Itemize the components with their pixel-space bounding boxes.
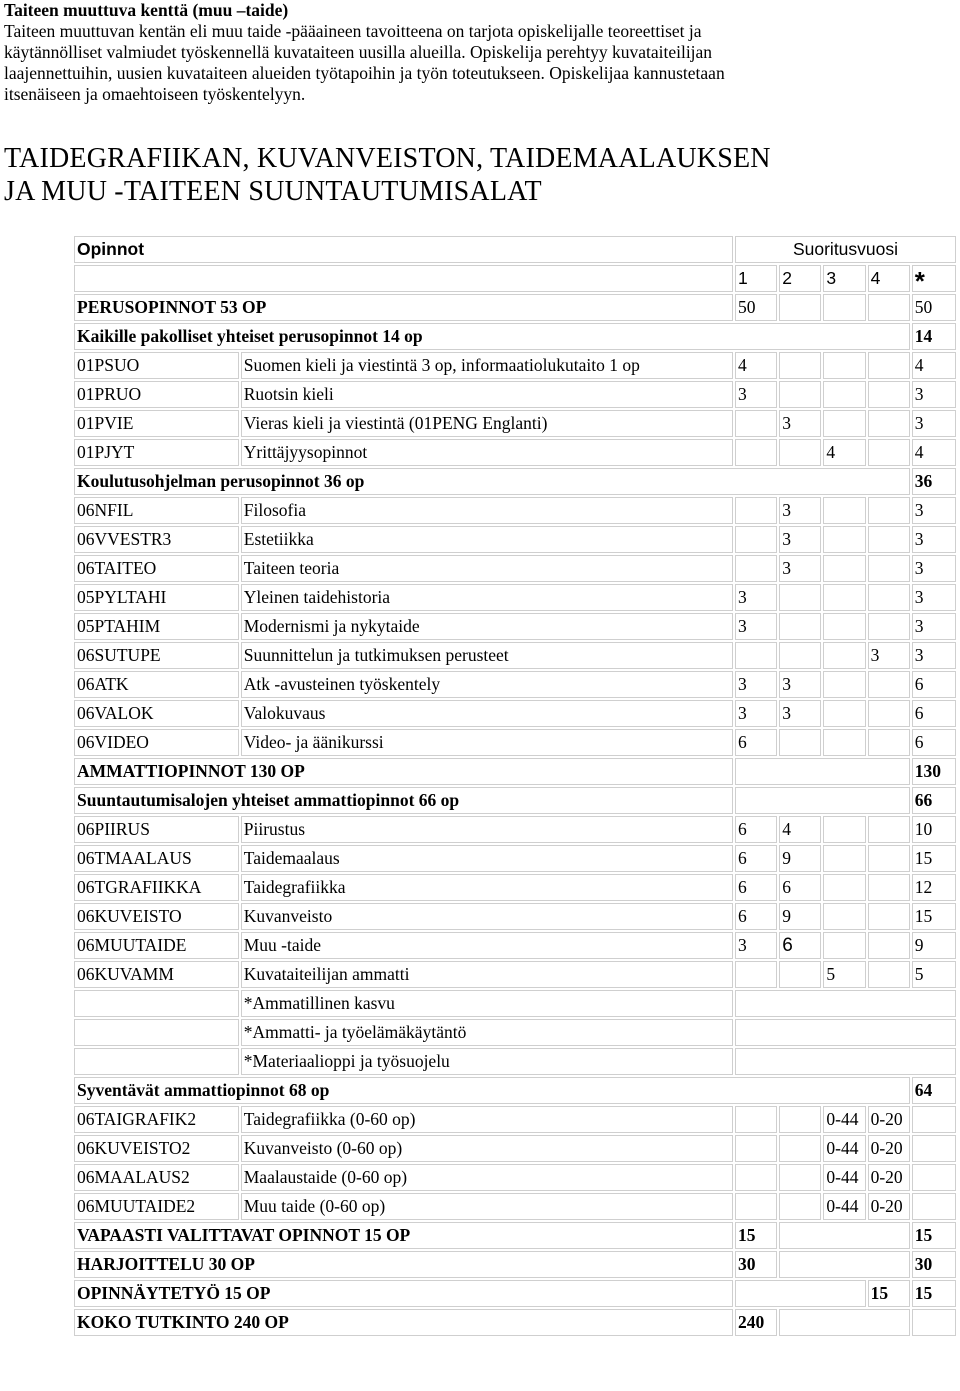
course-name: Kuvanveisto [241,903,733,930]
course-name: Yrittäjyysopinnot [241,439,733,466]
year-3-cell: 0-44 [823,1135,865,1162]
table-row [74,700,956,727]
course-name: Vieras kieli ja viestintä (01PENG Englanti) [241,410,733,437]
total-cell: 3 [912,555,956,582]
year-2-cell: 9 [779,903,821,930]
intro-line: Taiteen muuttuvan kentän eli muu taide -pääaineen tavoitteena on tarjota opiskelijalle teoreettiset ja [4,21,702,41]
course-name: Kuvataiteilijan ammatti [241,961,733,988]
table-row [74,526,956,553]
table-row [74,1251,956,1278]
table-row [74,1164,956,1191]
table-row [74,1019,956,1046]
total-cell: 15 [912,845,956,872]
table-row [74,381,956,408]
table-row [74,468,956,495]
course-name: Taiteen teoria [241,555,733,582]
header-opinnot: Opinnot [74,236,733,263]
year-4-cell: 0-20 [868,1164,910,1191]
course-name: Piirustus [241,816,733,843]
table-row [74,497,956,524]
course-code: 01PJYT [74,439,239,466]
header-year-3: 3 [823,265,865,292]
header-suoritusvuosi: Suoritusvuosi [735,236,956,263]
course-name: Muu taide (0-60 op) [241,1193,733,1220]
year-1-cell: 3 [735,671,777,698]
total-cell: 3 [912,497,956,524]
intro-line: itsenäiseen ja omaehtoiseen työskentelyyn. [4,84,306,104]
year-1-cell: 3 [735,584,777,611]
total-cell: 3 [912,584,956,611]
total-cell: 15 [912,1280,956,1307]
course-code: 06TMAALAUS [74,845,239,872]
table-row [74,555,956,582]
section-label: HARJOITTELU 30 OP [74,1251,733,1278]
table-row [74,1309,956,1336]
course-code: 06VIDEO [74,729,239,756]
year-2-cell: 4 [779,816,821,843]
year-2-cell: 3 [779,671,821,698]
course-name: *Ammatti- ja työelämäkäytäntö [241,1019,733,1046]
table-header-row [74,236,956,263]
total-cell: 3 [912,613,956,640]
course-name: Taidegrafiikka [241,874,733,901]
total-cell: 50 [912,294,956,321]
course-name: Taidemaalaus [241,845,733,872]
total-cell: 6 [912,700,956,727]
year-4-cell: 0-20 [868,1193,910,1220]
section-label: VAPAASTI VALITTAVAT OPINNOT 15 OP [74,1222,733,1249]
total-cell: 15 [912,1222,956,1249]
total-cell: 12 [912,874,956,901]
course-name: Taidegrafiikka (0-60 op) [241,1106,733,1133]
table-row [74,410,956,437]
table-row [74,845,956,872]
total-cell: 36 [912,468,956,495]
course-name: Suunnittelun ja tutkimuksen perusteet [241,642,733,669]
table-header-years-row [74,265,956,292]
section-label: PERUSOPINNOT 53 OP [74,294,733,321]
year-2-cell: 6 [779,874,821,901]
total-cell: 64 [912,1077,956,1104]
table-row [74,1193,956,1220]
year-3-cell: 0-44 [823,1193,865,1220]
year-2-cell: 3 [779,497,821,524]
total-cell: 4 [912,352,956,379]
course-name: Atk -avusteinen työskentely [241,671,733,698]
table-row [74,903,956,930]
table-row [74,613,956,640]
table-row [74,990,956,1017]
course-code: 01PSUO [74,352,239,379]
table-row [74,439,956,466]
table-row [74,729,956,756]
year-1-cell: 50 [735,294,777,321]
group-label: Kaikille pakolliset yhteiset perusopinnot 14 op [74,323,910,350]
table-row [74,1280,956,1307]
table-row [74,932,956,959]
course-name: Filosofia [241,497,733,524]
course-code: 06TGRAFIIKKA [74,874,239,901]
course-name: Estetiikka [241,526,733,553]
course-name: Suomen kieli ja viestintä 3 op, informaatiolukutaito 1 op [241,352,733,379]
total-cell: 6 [912,671,956,698]
year-1-cell: 6 [735,816,777,843]
table-row [74,352,956,379]
header-year-2: 2 [779,265,821,292]
year-3-cell: 4 [823,439,865,466]
course-name: Ruotsin kieli [241,381,733,408]
table-row [74,642,956,669]
total-cell: 5 [912,961,956,988]
total-cell: 3 [912,410,956,437]
course-code: 06KUVEISTO [74,903,239,930]
course-name: Maalaustaide (0-60 op) [241,1164,733,1191]
year-3-cell: 0-44 [823,1164,865,1191]
total-cell: 15 [912,903,956,930]
heading-line-1: TAIDEGRAFIIKAN, KUVANVEISTON, TAIDEMAALAUKSEN [4,143,771,174]
table-row [74,758,956,785]
year-4-cell: 0-20 [868,1106,910,1133]
section-label: OPINNÄYTETYÖ 15 OP [74,1280,733,1307]
course-code: 06MUUTAIDE [74,932,239,959]
curriculum-table [72,234,958,1338]
course-name: Modernismi ja nykytaide [241,613,733,640]
table-row [74,787,956,814]
table-row [74,874,956,901]
year-1-cell: 6 [735,729,777,756]
year-2-cell: 3 [779,410,821,437]
section-heading [4,142,771,208]
year-4-cell: 15 [868,1280,910,1307]
table-row [74,961,956,988]
course-name: Muu -taide [241,932,733,959]
section-label: AMMATTIOPINNOT 130 OP [74,758,733,785]
year-1-cell: 6 [735,903,777,930]
course-name: *Ammatillinen kasvu [241,990,733,1017]
year-2-cell: 6 [779,932,821,959]
year-2-cell: 3 [779,700,821,727]
course-code: 01PRUO [74,381,239,408]
total-cell: 4 [912,439,956,466]
header-year-1: 1 [735,265,777,292]
course-code: 01PVIE [74,410,239,437]
year-1-cell: 4 [735,352,777,379]
course-code: 06KUVAMM [74,961,239,988]
table-row [74,584,956,611]
table-row [74,671,956,698]
course-code: 06MUUTAIDE2 [74,1193,239,1220]
year-2-cell: 3 [779,555,821,582]
group-label: Koulutusohjelman perusopinnot 36 op [74,468,910,495]
course-code: 06KUVEISTO2 [74,1135,239,1162]
course-name: Video- ja äänikurssi [241,729,733,756]
total-cell: 14 [912,323,956,350]
year-2-cell: 3 [779,526,821,553]
course-code: 06TAITEO [74,555,239,582]
course-code: 06TAIGRAFIK2 [74,1106,239,1133]
table-row [74,294,956,321]
intro-line: laajennettuihin, uusien kuvataiteen alueiden työtapoihin ja työn toteutukseen. Opiskelijaa kannustetaan [4,63,725,83]
year-4-cell: 0-20 [868,1135,910,1162]
year-1-cell: 3 [735,932,777,959]
year-1-cell: 240 [735,1309,777,1336]
total-cell: 30 [912,1251,956,1278]
total-cell: 66 [912,787,956,814]
section-label: KOKO TUTKINTO 240 OP [74,1309,733,1336]
course-name: *Materiaalioppi ja työsuojelu [241,1048,733,1075]
table-row [74,1077,956,1104]
year-3-cell: 0-44 [823,1106,865,1133]
intro-line: käytännölliset valmiudet työskennellä kuvataiteen uusilla alueilla. Opiskelija perehtyy kuvataiteilijan [4,42,713,62]
year-3-cell: 5 [823,961,865,988]
table-row [74,816,956,843]
total-cell: 10 [912,816,956,843]
year-1-cell: 6 [735,845,777,872]
total-cell: 9 [912,932,956,959]
course-code: 05PYLTAHI [74,584,239,611]
course-name: Valokuvaus [241,700,733,727]
group-label: Syventävät ammattiopinnot 68 op [74,1077,910,1104]
year-1-cell: 30 [735,1251,777,1278]
course-code: 05PTAHIM [74,613,239,640]
table-row [74,323,956,350]
year-2-cell: 9 [779,845,821,872]
total-cell: 3 [912,381,956,408]
course-code: 06NFIL [74,497,239,524]
table-row [74,1222,956,1249]
course-code: 06SUTUPE [74,642,239,669]
total-cell: 3 [912,642,956,669]
table-row [74,1048,956,1075]
year-1-cell: 3 [735,381,777,408]
year-1-cell: 6 [735,874,777,901]
course-code: 06VVESTR3 [74,526,239,553]
header-year-4: 4 [868,265,910,292]
header-total-star: * [914,266,925,292]
intro-title: Taiteen muuttuva kenttä (muu –taide) [4,0,289,20]
total-cell: 130 [912,758,956,785]
course-code: 06MAALAUS2 [74,1164,239,1191]
group-label: Suuntautumisalojen yhteiset ammattiopinnot 66 op [74,787,733,814]
course-name: Kuvanveisto (0-60 op) [241,1135,733,1162]
course-name: Yleinen taidehistoria [241,584,733,611]
year-4-cell: 3 [868,642,910,669]
course-code: 06ATK [74,671,239,698]
year-1-cell: 3 [735,613,777,640]
intro-section [4,0,954,105]
course-code: 06VALOK [74,700,239,727]
table-row [74,1135,956,1162]
total-cell: 6 [912,729,956,756]
table-row [74,1106,956,1133]
total-cell: 3 [912,526,956,553]
year-1-cell: 15 [735,1222,777,1249]
heading-line-2: JA MUU -TAITEEN SUUNTAUTUMISALAT [4,176,542,207]
course-code: 06PIIRUS [74,816,239,843]
year-1-cell: 3 [735,700,777,727]
